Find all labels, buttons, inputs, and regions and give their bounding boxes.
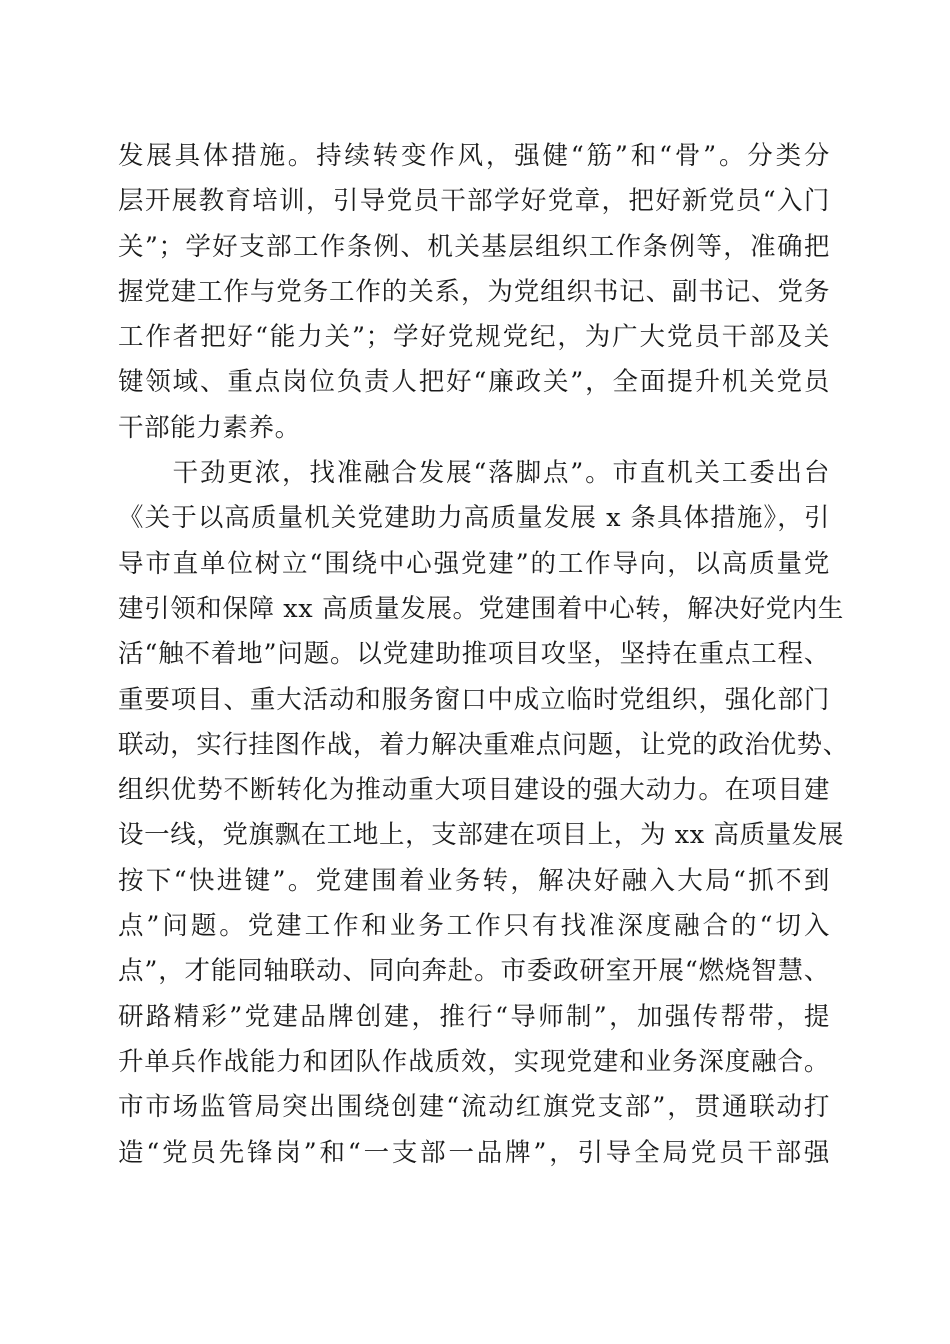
text-line: 建引领和保障 xx 高质量发展。党建围着中心转，解决好党内生 [118, 593, 844, 624]
text-line: 造“党员先锋岗”和“一支部一品牌”，引导全局党员干部强 [118, 1137, 830, 1168]
text-line: 发展具体措施。持续转变作风，强健“筋”和“骨”。分类分 [118, 141, 830, 171]
text-line: 导市直单位树立“围绕中心强党建”的工作导向，以高质量党 [118, 548, 830, 579]
text-line: 层开展教育培训，引导党员干部学好党章，把好新党员“入门 [118, 186, 830, 217]
text-line: 《关于以高质量机关党建助力高质量发展 x 条具体措施》，引 [118, 503, 830, 534]
text-line: 联动，实行挂图作战，着力解决重难点问题，让党的政治优势、 [118, 729, 849, 760]
text-line: 干劲更浓，找准融合发展“落脚点”。市直机关工委出台 [118, 458, 830, 489]
text-line: 设一线，党旗飘在工地上，支部建在项目上，为 xx 高质量发展 [118, 820, 844, 851]
text-line: 点”问题。党建工作和业务工作只有找准深度融合的“切入 [118, 911, 830, 942]
text-line: 干部能力素养。 [118, 412, 301, 443]
text-line: 握党建工作与党务工作的关系，为党组织书记、副书记、党务 [118, 276, 830, 307]
text-line: 重要项目、重大活动和服务窗口中成立临时党组织，强化部门 [118, 684, 830, 715]
paragraph-1 [118, 134, 830, 451]
text-line: 研路精彩”党建品牌创建，推行“导师制”，加强传帮带，提 [118, 1001, 830, 1032]
text-line: 工作者把好“能力关”；学好党规党纪，为广大党员干部及关 [118, 322, 830, 353]
text-line [118, 1176, 830, 1221]
text-line: 活“触不着地”问题。以党建助推项目攻坚，坚持在重点工程、 [118, 639, 830, 670]
text-line: 组织优势不断转化为推动重大项目建设的强大动力。在项目建 [118, 775, 830, 806]
text-line: 升单兵作战能力和团队作战质效，实现党建和业务深度融合。 [118, 1046, 830, 1077]
text-line: 市市场监管局突出围绕创建“流动红旗党支部”，贯通联动打 [118, 1092, 830, 1123]
text-line: 键领域、重点岗位负责人把好“廉政关”，全面提升机关党员 [118, 367, 830, 398]
document-body [118, 134, 849, 1221]
text-line: 关”；学好支部工作条例、机关基层组织工作条例等，准确把 [118, 231, 830, 262]
text-line: 按下“快进键”。党建围着业务转，解决好融入大局“抓不到 [118, 865, 830, 896]
text-line: 点”，才能同轴联动、同向奔赴。市委政研室开展“燃烧智慧、 [118, 956, 830, 987]
paragraph-2 [118, 451, 849, 1221]
